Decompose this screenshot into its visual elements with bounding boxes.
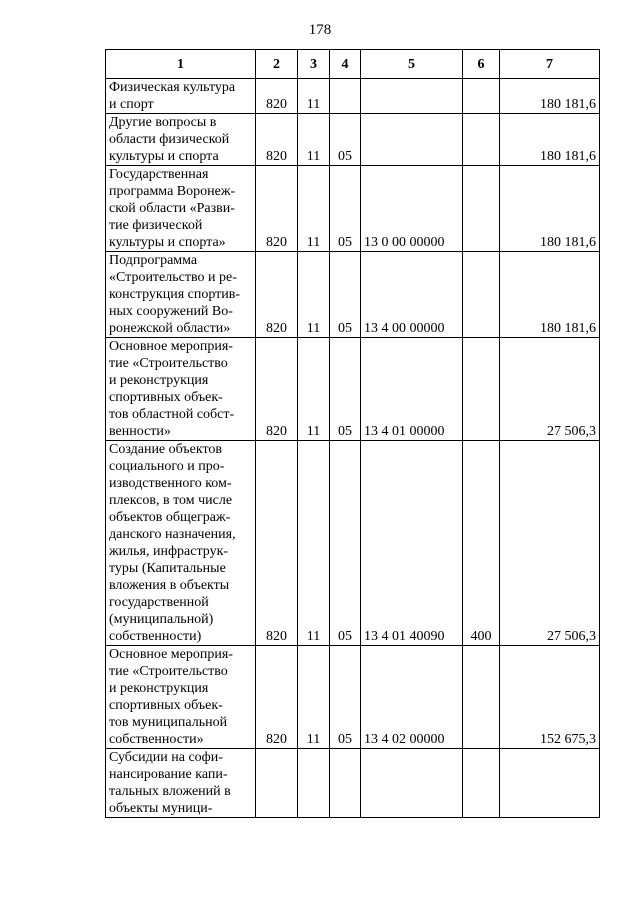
row-name-line: Основное мероприя- — [109, 647, 233, 662]
row-cell-c3: 11 — [298, 252, 330, 338]
row-name-line: тие «Строительство — [109, 356, 228, 371]
row-name-line: тальных вложений в — [109, 784, 231, 799]
row-name-line: спортивных объек- — [109, 390, 223, 405]
table-row — [106, 338, 600, 441]
row-cell-c3: 11 — [298, 646, 330, 749]
row-name-line: объекты муници- — [109, 801, 213, 816]
row-cell-c3 — [298, 749, 330, 818]
row-name-line: Создание объектов — [109, 442, 223, 457]
row-cell-c7 — [500, 749, 600, 818]
row-cell-c4: 05 — [330, 646, 361, 749]
page-number: 178 — [308, 22, 332, 38]
row-name-line: нансирование капи- — [109, 767, 228, 782]
row-cell-c5: 13 4 00 00000 — [361, 252, 463, 338]
row-cell-c4: 05 — [330, 441, 361, 646]
table-row — [106, 646, 600, 749]
row-cell-c2: 820 — [256, 114, 298, 166]
row-cell-c6 — [463, 646, 500, 749]
row-name-line: венности» — [109, 424, 171, 439]
row-name-line: культуры и спорта» — [109, 235, 226, 250]
row-cell-c2: 820 — [256, 79, 298, 114]
header-col-6: 6 — [463, 50, 500, 79]
header-col-1: 1 — [106, 50, 256, 79]
table-row — [106, 79, 600, 114]
row-name-line: вложения в объекты — [109, 578, 230, 593]
budget-table — [105, 49, 600, 818]
row-cell-c5: 13 0 00 00000 — [361, 166, 463, 252]
header-col-7: 7 — [500, 50, 600, 79]
row-cell-c5 — [361, 749, 463, 818]
row-name-line: изводственного ком- — [109, 476, 232, 491]
table-row — [106, 114, 600, 166]
table-header-row — [106, 50, 600, 79]
row-name-line: Государственная — [109, 167, 209, 182]
row-cell-c6 — [463, 166, 500, 252]
row-name-line: программа Воронеж- — [109, 184, 236, 199]
row-cell-c7: 180 181,6 — [500, 79, 600, 114]
row-cell-c2: 820 — [256, 338, 298, 441]
row-name-line: тов муниципальной — [109, 715, 228, 730]
row-cell-c2: 820 — [256, 441, 298, 646]
header-col-4: 4 — [330, 50, 361, 79]
row-cell-c3: 11 — [298, 114, 330, 166]
header-col-2: 2 — [256, 50, 298, 79]
row-cell-c5: 13 4 02 00000 — [361, 646, 463, 749]
row-name-line: и реконструкция — [109, 681, 209, 696]
row-cell-c6 — [463, 338, 500, 441]
row-name-line: ных сооружений Во- — [109, 304, 233, 319]
row-name-line: жилья, инфраструк- — [109, 544, 229, 559]
row-cell-c2 — [256, 749, 298, 818]
row-name-line: плексов, в том числе — [109, 493, 233, 508]
row-cell-c2: 820 — [256, 166, 298, 252]
row-cell-c6 — [463, 79, 500, 114]
row-cell-c5 — [361, 114, 463, 166]
row-name-line: ской области «Разви- — [109, 201, 235, 216]
table-row — [106, 749, 600, 818]
row-cell-c7: 152 675,3 — [500, 646, 600, 749]
row-name-cell — [106, 79, 256, 114]
row-cell-c4: 05 — [330, 166, 361, 252]
row-name-line: объектов общеграж- — [109, 510, 231, 525]
row-cell-c6 — [463, 114, 500, 166]
row-cell-c5: 13 4 01 00000 — [361, 338, 463, 441]
row-name-line: туры (Капитальные — [109, 561, 226, 576]
row-name-line: «Строительство и ре- — [109, 270, 237, 285]
row-cell-c7: 180 181,6 — [500, 166, 600, 252]
table-row — [106, 166, 600, 252]
row-name-line: данского назначения, — [109, 527, 236, 542]
row-name-line: государственной — [109, 595, 209, 610]
row-name-line: Субсидии на софи- — [109, 750, 223, 765]
row-name-line: спортивных объек- — [109, 698, 223, 713]
row-cell-c6 — [463, 749, 500, 818]
row-name-cell — [106, 749, 256, 818]
row-cell-c6 — [463, 252, 500, 338]
row-cell-c2: 820 — [256, 646, 298, 749]
row-name-line: собственности) — [109, 629, 202, 644]
row-name-line: Подпрограмма — [109, 253, 198, 268]
row-cell-c4: 05 — [330, 114, 361, 166]
row-name-line: области физической — [109, 132, 230, 147]
row-name-line: тие «Строительство — [109, 664, 228, 679]
row-cell-c7: 27 506,3 — [500, 441, 600, 646]
row-name-line: социального и про- — [109, 459, 225, 474]
row-cell-c2: 820 — [256, 252, 298, 338]
row-cell-c4: 05 — [330, 338, 361, 441]
row-cell-c4: 05 — [330, 252, 361, 338]
row-cell-c5: 13 4 01 40090 — [361, 441, 463, 646]
table-row — [106, 252, 600, 338]
row-name-line: (муниципальной) — [109, 612, 214, 627]
row-name-line: культуры и спорта — [109, 149, 219, 164]
row-name-cell — [106, 441, 256, 646]
row-name-line: тов областной собст- — [109, 407, 235, 422]
row-name-line: ронежской области» — [109, 321, 231, 336]
row-name-line: Другие вопросы в — [109, 115, 217, 130]
row-cell-c4 — [330, 79, 361, 114]
row-name-cell — [106, 166, 256, 252]
row-cell-c4 — [330, 749, 361, 818]
row-cell-c7: 180 181,6 — [500, 252, 600, 338]
row-name-line: и спорт — [109, 97, 154, 112]
row-name-line: Физическая культура — [109, 80, 236, 95]
row-cell-c3: 11 — [298, 338, 330, 441]
row-cell-c7: 180 181,6 — [500, 114, 600, 166]
row-cell-c6: 400 — [463, 441, 500, 646]
row-name-cell — [106, 114, 256, 166]
row-cell-c3: 11 — [298, 79, 330, 114]
row-name-line: тие физической — [109, 218, 203, 233]
row-name-cell — [106, 338, 256, 441]
row-name-line: Основное мероприя- — [109, 339, 233, 354]
row-cell-c3: 11 — [298, 166, 330, 252]
header-col-5: 5 — [361, 50, 463, 79]
row-cell-c5 — [361, 79, 463, 114]
row-name-line: собственности» — [109, 732, 204, 747]
row-cell-c3: 11 — [298, 441, 330, 646]
row-name-cell — [106, 252, 256, 338]
row-name-line: и реконструкция — [109, 373, 209, 388]
table-row — [106, 441, 600, 646]
header-col-3: 3 — [298, 50, 330, 79]
row-cell-c7: 27 506,3 — [500, 338, 600, 441]
row-name-line: конструкция спортив- — [109, 287, 241, 302]
row-name-cell — [106, 646, 256, 749]
